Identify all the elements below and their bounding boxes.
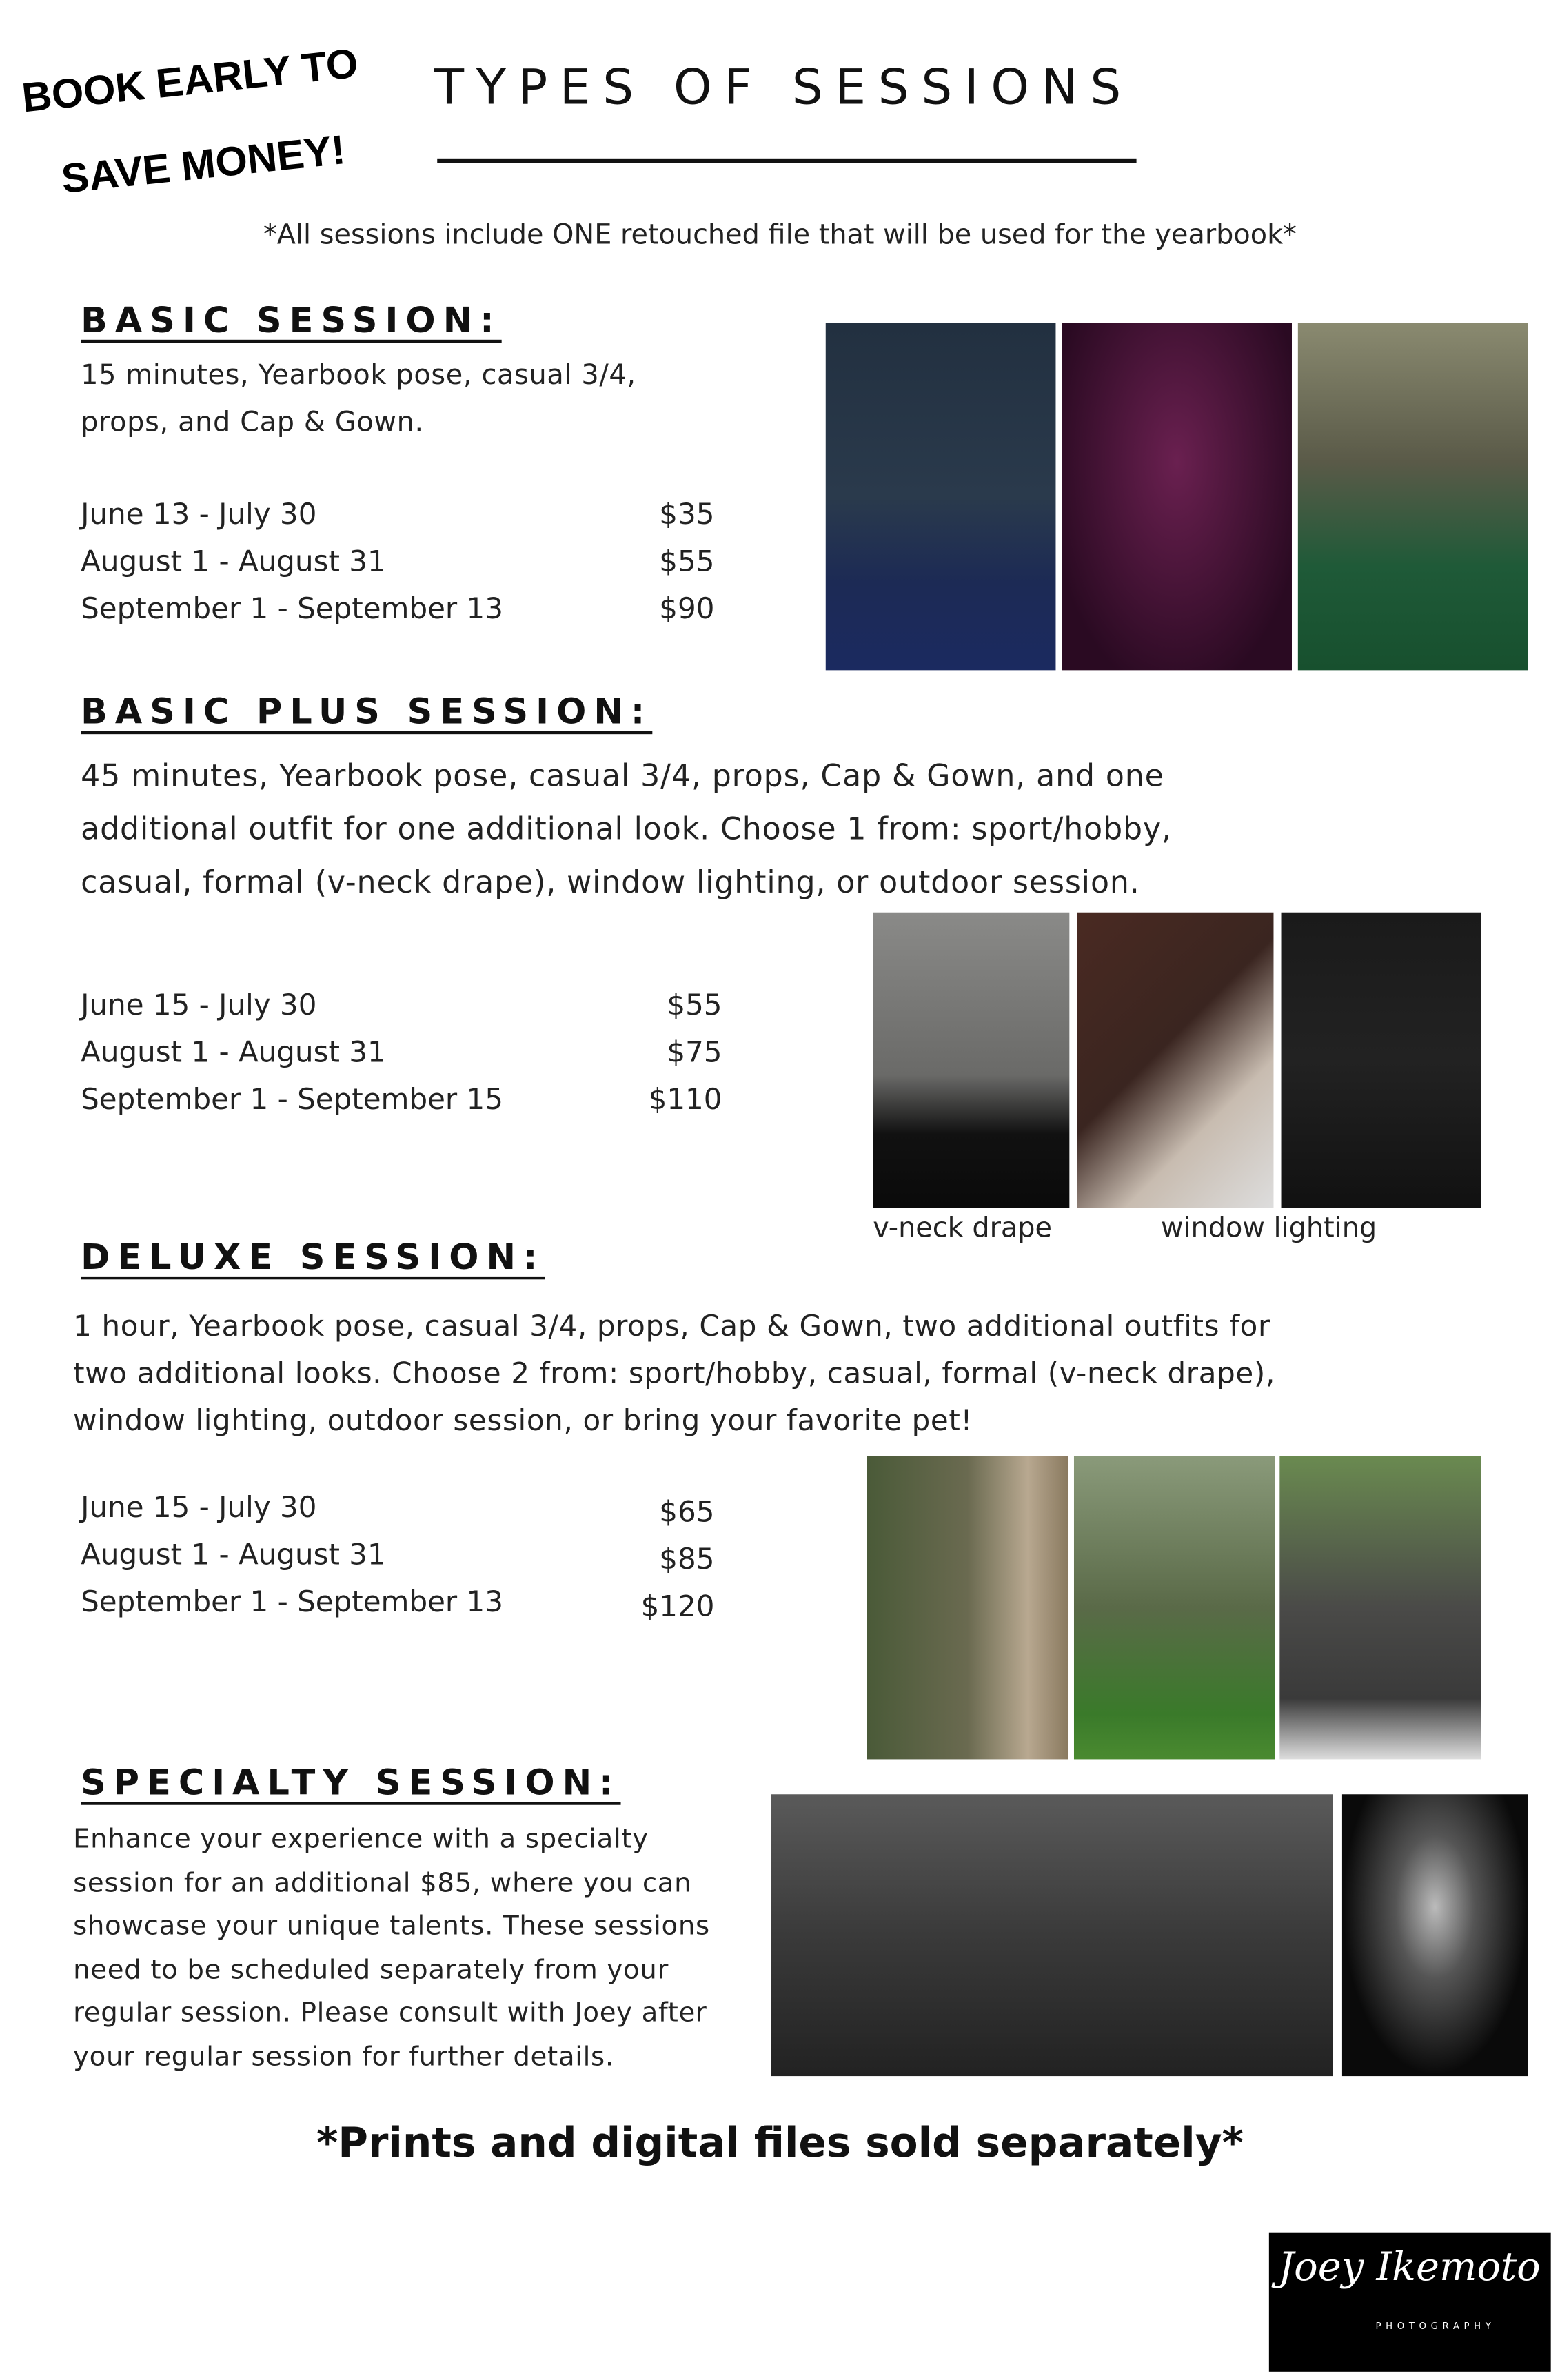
stamp-line-2: SAVE MONEY! xyxy=(59,127,347,203)
price-dates: August 1 - August 31 xyxy=(81,1035,386,1070)
stamp-line-1: BOOK EARLY TO xyxy=(19,40,361,121)
desc-line: window lighting, outdoor session, or bring your favorite pet! xyxy=(73,1404,973,1438)
price-value: $55 xyxy=(659,545,715,579)
desc-line: session for an additional $85, where you can xyxy=(73,1868,692,1899)
desc-line: need to be scheduled separately from your xyxy=(73,1955,669,1986)
desc-line: props, and Cap & Gown. xyxy=(81,407,424,439)
basic-description xyxy=(81,352,636,446)
basic-plus-photo-vneck-drape xyxy=(873,913,1069,1208)
title-divider xyxy=(437,159,1136,163)
desc-line: 45 minutes, Yearbook pose, casual 3/4, props, Cap & Gown, and one xyxy=(81,757,1164,794)
specialty-photo-art xyxy=(771,1794,1333,2076)
price-dates: June 13 - July 30 xyxy=(81,498,317,532)
deluxe-photo-pet xyxy=(1279,1456,1481,1760)
price-dates: June 15 - July 30 xyxy=(81,988,317,1022)
deluxe-photo-stole xyxy=(1074,1456,1275,1760)
caption-vneck-drape: v-neck drape xyxy=(873,1212,1053,1245)
price-value: $35 xyxy=(659,498,715,532)
page-title: TYPES OF SESSIONS xyxy=(434,57,1133,116)
price-value: $110 xyxy=(648,1083,722,1117)
price-dates: August 1 - August 31 xyxy=(81,1538,386,1572)
book-early-stamp xyxy=(0,0,412,213)
basic-plus-heading: BASIC PLUS SESSION: xyxy=(81,693,653,733)
caption-window-lighting: window lighting xyxy=(1160,1212,1377,1245)
basic-heading: BASIC SESSION: xyxy=(81,301,502,342)
price-value: $65 xyxy=(659,1496,715,1529)
price-value: $90 xyxy=(659,592,715,627)
yearbook-note: *All sessions include ONE retouched file that will be used for the yearbook* xyxy=(263,219,1297,252)
desc-line: showcase your unique talents. These sessions xyxy=(73,1911,710,1942)
desc-line: additional outfit for one additional look. Choose 1 from: sport/hobby, xyxy=(81,810,1172,847)
basic-photo-cap-gown xyxy=(1298,323,1528,670)
specialty-heading: SPECIALTY SESSION: xyxy=(81,1764,621,1804)
price-dates: September 1 - September 13 xyxy=(81,1585,503,1620)
desc-line: casual, formal (v-neck drape), window lighting, or outdoor session. xyxy=(81,864,1140,901)
logo-subtitle: PHOTOGRAPHY xyxy=(1375,2321,1496,2332)
specialty-photo-dance xyxy=(1342,1794,1528,2076)
desc-line: 1 hour, Yearbook pose, casual 3/4, props, Cap & Gown, two additional outfits for xyxy=(73,1310,1270,1344)
desc-line: regular session. Please consult with Joey after xyxy=(73,1998,707,2029)
basic-photo-casual xyxy=(1062,323,1292,670)
deluxe-photo-outdoor xyxy=(867,1456,1068,1760)
price-value: $55 xyxy=(667,988,722,1022)
desc-line: two additional looks. Choose 2 from: sport/hobby, casual, formal (v-neck drape), xyxy=(73,1357,1275,1391)
price-value: $85 xyxy=(659,1543,715,1577)
desc-line: Enhance your experience with a specialty xyxy=(73,1824,649,1855)
price-value: $120 xyxy=(640,1590,715,1624)
price-dates: September 1 - September 13 xyxy=(81,592,503,627)
basic-plus-photo-formal xyxy=(1282,913,1481,1208)
price-dates: June 15 - July 30 xyxy=(81,1491,317,1525)
price-value: $75 xyxy=(667,1035,722,1070)
deluxe-description xyxy=(73,1304,1275,1446)
basic-photo-suit xyxy=(826,323,1056,670)
logo-script: Joey Ikemoto xyxy=(1278,2245,1541,2291)
basic-plus-description xyxy=(81,749,1172,909)
price-dates: September 1 - September 15 xyxy=(81,1083,503,1117)
desc-line: 15 minutes, Yearbook pose, casual 3/4, xyxy=(81,359,636,391)
deluxe-heading: DELUXE SESSION: xyxy=(81,1238,545,1279)
desc-line: your regular session for further details. xyxy=(73,2042,614,2073)
specialty-description xyxy=(73,1819,710,2079)
footer-note: *Prints and digital files sold separately* xyxy=(316,2120,1244,2168)
joey-ikemoto-logo xyxy=(1269,2233,1551,2372)
basic-plus-photo-window-lighting xyxy=(1077,913,1273,1208)
price-dates: August 1 - August 31 xyxy=(81,545,386,579)
